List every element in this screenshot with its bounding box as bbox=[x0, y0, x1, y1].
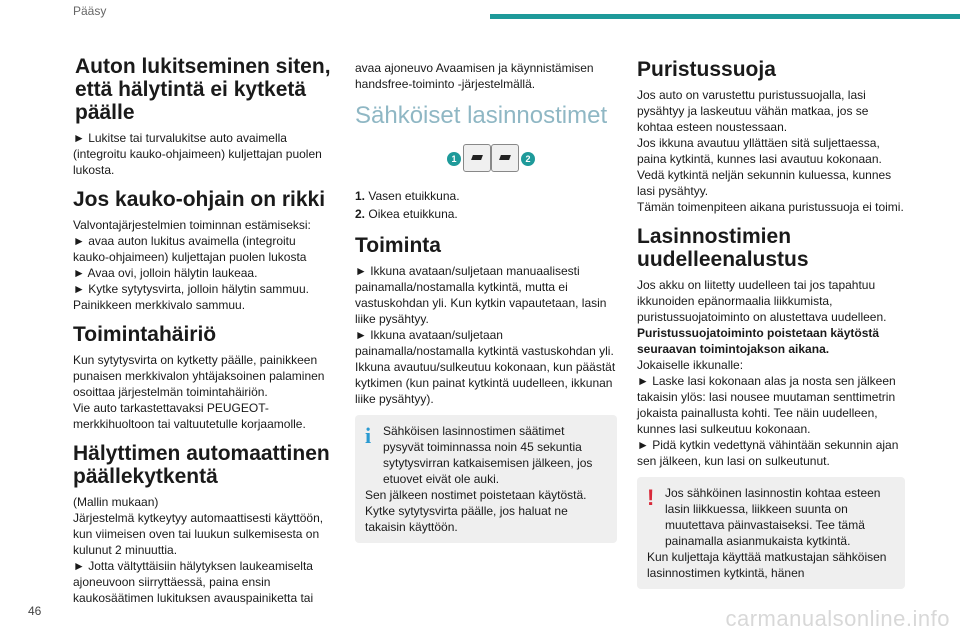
paragraph: Jos akku on liitetty uudelleen tai jos tapahtuu ikkunoiden epänormaalia liikkumista, puristussuojatoiminto on alustettava uudelleen. bbox=[637, 278, 887, 324]
paragraph: (Mallin mukaan) bbox=[73, 495, 159, 509]
heading-reinitialisation: Lasinnostimien uudelleenalustus bbox=[637, 225, 809, 271]
paragraph: Sen jälkeen nostimet poistetaan käytöstä. Kytke sytytysvirta päälle, jos haluat ne takaisin käyttöön. bbox=[365, 488, 587, 534]
heading-malfunction: Toimintahäiriö bbox=[73, 323, 217, 346]
paragraph: ► Pidä kytkin vedettynä vähintään sekunnin ajan sen jälkeen, kun lasi on sulkeutunut. bbox=[637, 438, 899, 468]
paragraph: Sähköisen lasinnostimen säätimet pysyvät toiminnassa noin 45 sekuntia sytytysvirran katkaisemisen jälkeen, jos etuovet eivät ole auki. bbox=[383, 424, 593, 486]
column-2 bbox=[355, 60, 617, 543]
section-title: Pääsy bbox=[73, 4, 107, 18]
paragraph: ► Jotta vältyttäisiin hälytyksen laukeamiselta ajoneuvoon siirryttäessä, paina ensin kaukosäätimen lukituksen avauspainiketta tai bbox=[73, 559, 314, 605]
paragraph: Jokaiselle ikkunalle: bbox=[637, 358, 744, 372]
paragraph: ► Laske lasi kokonaan alas ja nosta sen jälkeen takaisin ylös: lasi nousee muutaman senttimetrin jokaista painallusta kohti. Tee näin uudelleen, kunnes lasi sulkeutuu kokonaan. bbox=[637, 374, 896, 436]
paragraph: Jos ikkuna avautuu yllättäen sitä suljettaessa, paina kytkintä, kunnes lasi avautuu kokonaan. Vedä kytkintä neljän sekunnin kuluessa, kunnes lasi pysähtyy. bbox=[637, 136, 892, 198]
heading-automatic-activation: Hälyttimen automaattinen päällekytkentä bbox=[73, 442, 330, 488]
heading-anti-pinch: Puristussuoja bbox=[637, 58, 776, 81]
paragraph: Järjestelmä kytkeytyy automaattisesti käyttöön, kun viimeisen oven tai luukun sulkemisesta on kulunut 2 minuuttia. bbox=[73, 511, 324, 557]
diagram-callout-2: 2 bbox=[521, 152, 535, 166]
paragraph: ► avaa auton lukitus avaimella (integroitu kauko-ohjaimeen) kuljettajan puolen lukosta bbox=[73, 234, 307, 264]
column-3 bbox=[637, 58, 905, 589]
info-box bbox=[355, 415, 617, 543]
heading-lock-without-alarm: Auton lukitseminen siten, että hälytintä ei kytketä päälle bbox=[75, 55, 331, 124]
paragraph: Valvontajärjestelmien toiminnan estämiseksi: bbox=[73, 218, 311, 232]
paragraph: Jos auto on varustettu puristussuojalla, lasi pysähtyy ja laskeutuu vähän matkaa, jos se kohtaa esteen noustessaan. bbox=[637, 88, 869, 134]
paragraph-bold: Puristussuojatoiminto poistetaan käytöstä seuraavan toimintojakson aikana. bbox=[637, 326, 880, 356]
paragraph: ► Ikkuna avataan/suljetaan painamalla/nostamalla kytkintä vastuskohdan yli. Ikkuna avautuu/sulkeutuu kokonaan, kun päästät kytkimen (kun painat kytkintä uudelleen, ikkunan liike pysähtyy). bbox=[355, 328, 616, 406]
paragraph: Kun kuljettaja käyttää matkustajan sähköisen lasinnostimen kytkintä, hänen bbox=[647, 550, 887, 580]
paragraph: avaa ajoneuvo Avaamisen ja käynnistämisen handsfree-toiminto -järjestelmällä. bbox=[355, 61, 594, 91]
warning-icon: ! bbox=[647, 485, 655, 510]
paragraph: ► Ikkuna avataan/suljetaan manuaalisesti painamalla/nostamalla kytkintä, mutta ei vastuskohdan yli. Kun kytkin vapautetaan, lasin liike pysähtyy. bbox=[355, 264, 607, 326]
paragraph: ► Kytke sytytysvirta, jolloin hälytin sammuu. Painikkeen merkkivalo sammuu. bbox=[73, 282, 309, 312]
heading-electric-windows: Sähköiset lasinnostimet bbox=[355, 102, 608, 129]
heading-operation: Toiminta bbox=[355, 234, 441, 257]
page-number: 46 bbox=[28, 604, 42, 618]
paragraph: Vie auto tarkastettavaksi PEUGEOT-merkkihuoltoon tai valtuutetulle korjaamolle. bbox=[73, 401, 306, 431]
warning-box bbox=[637, 477, 905, 589]
info-icon: i bbox=[365, 423, 372, 448]
list-item: 1. Vasen etuikkuna. bbox=[355, 189, 460, 203]
paragraph: Tämän toimenpiteen aikana puristussuoja ei toimi. bbox=[637, 200, 904, 214]
right-window-switch-icon bbox=[491, 144, 519, 172]
heading-remote-broken: Jos kauko-ohjain on rikki bbox=[73, 188, 326, 211]
list-item: 2. Oikea etuikkuna. bbox=[355, 207, 458, 221]
left-window-switch-icon bbox=[463, 144, 491, 172]
switch-list bbox=[355, 188, 617, 222]
watermark: carmanualsonline.info bbox=[725, 606, 950, 631]
paragraph: ► Lukitse tai turvalukitse auto avaimella (integroitu kauko-ohjaimeen) kuljettajan puolen lukosta. bbox=[73, 131, 322, 177]
column-1 bbox=[73, 55, 333, 606]
diagram-callout-1: 1 bbox=[447, 152, 461, 166]
header-accent-bar bbox=[490, 14, 960, 19]
window-switch-diagram bbox=[355, 142, 617, 174]
paragraph: Kun sytytysvirta on kytketty päälle, painikkeen punaisen merkkivalon yhtäjaksoinen palaminen osoittaa järjestelmän toimintahäiriön. bbox=[73, 353, 325, 399]
paragraph: ► Avaa ovi, jolloin hälytin laukeaa. bbox=[73, 266, 258, 280]
paragraph: Jos sähköinen lasinnostin kohtaa esteen lasin liikkuessa, liikkeen suunta on muutettava päinvastaiseksi. Tee tämä painamalla asianmukaista kytkintä. bbox=[665, 486, 881, 548]
